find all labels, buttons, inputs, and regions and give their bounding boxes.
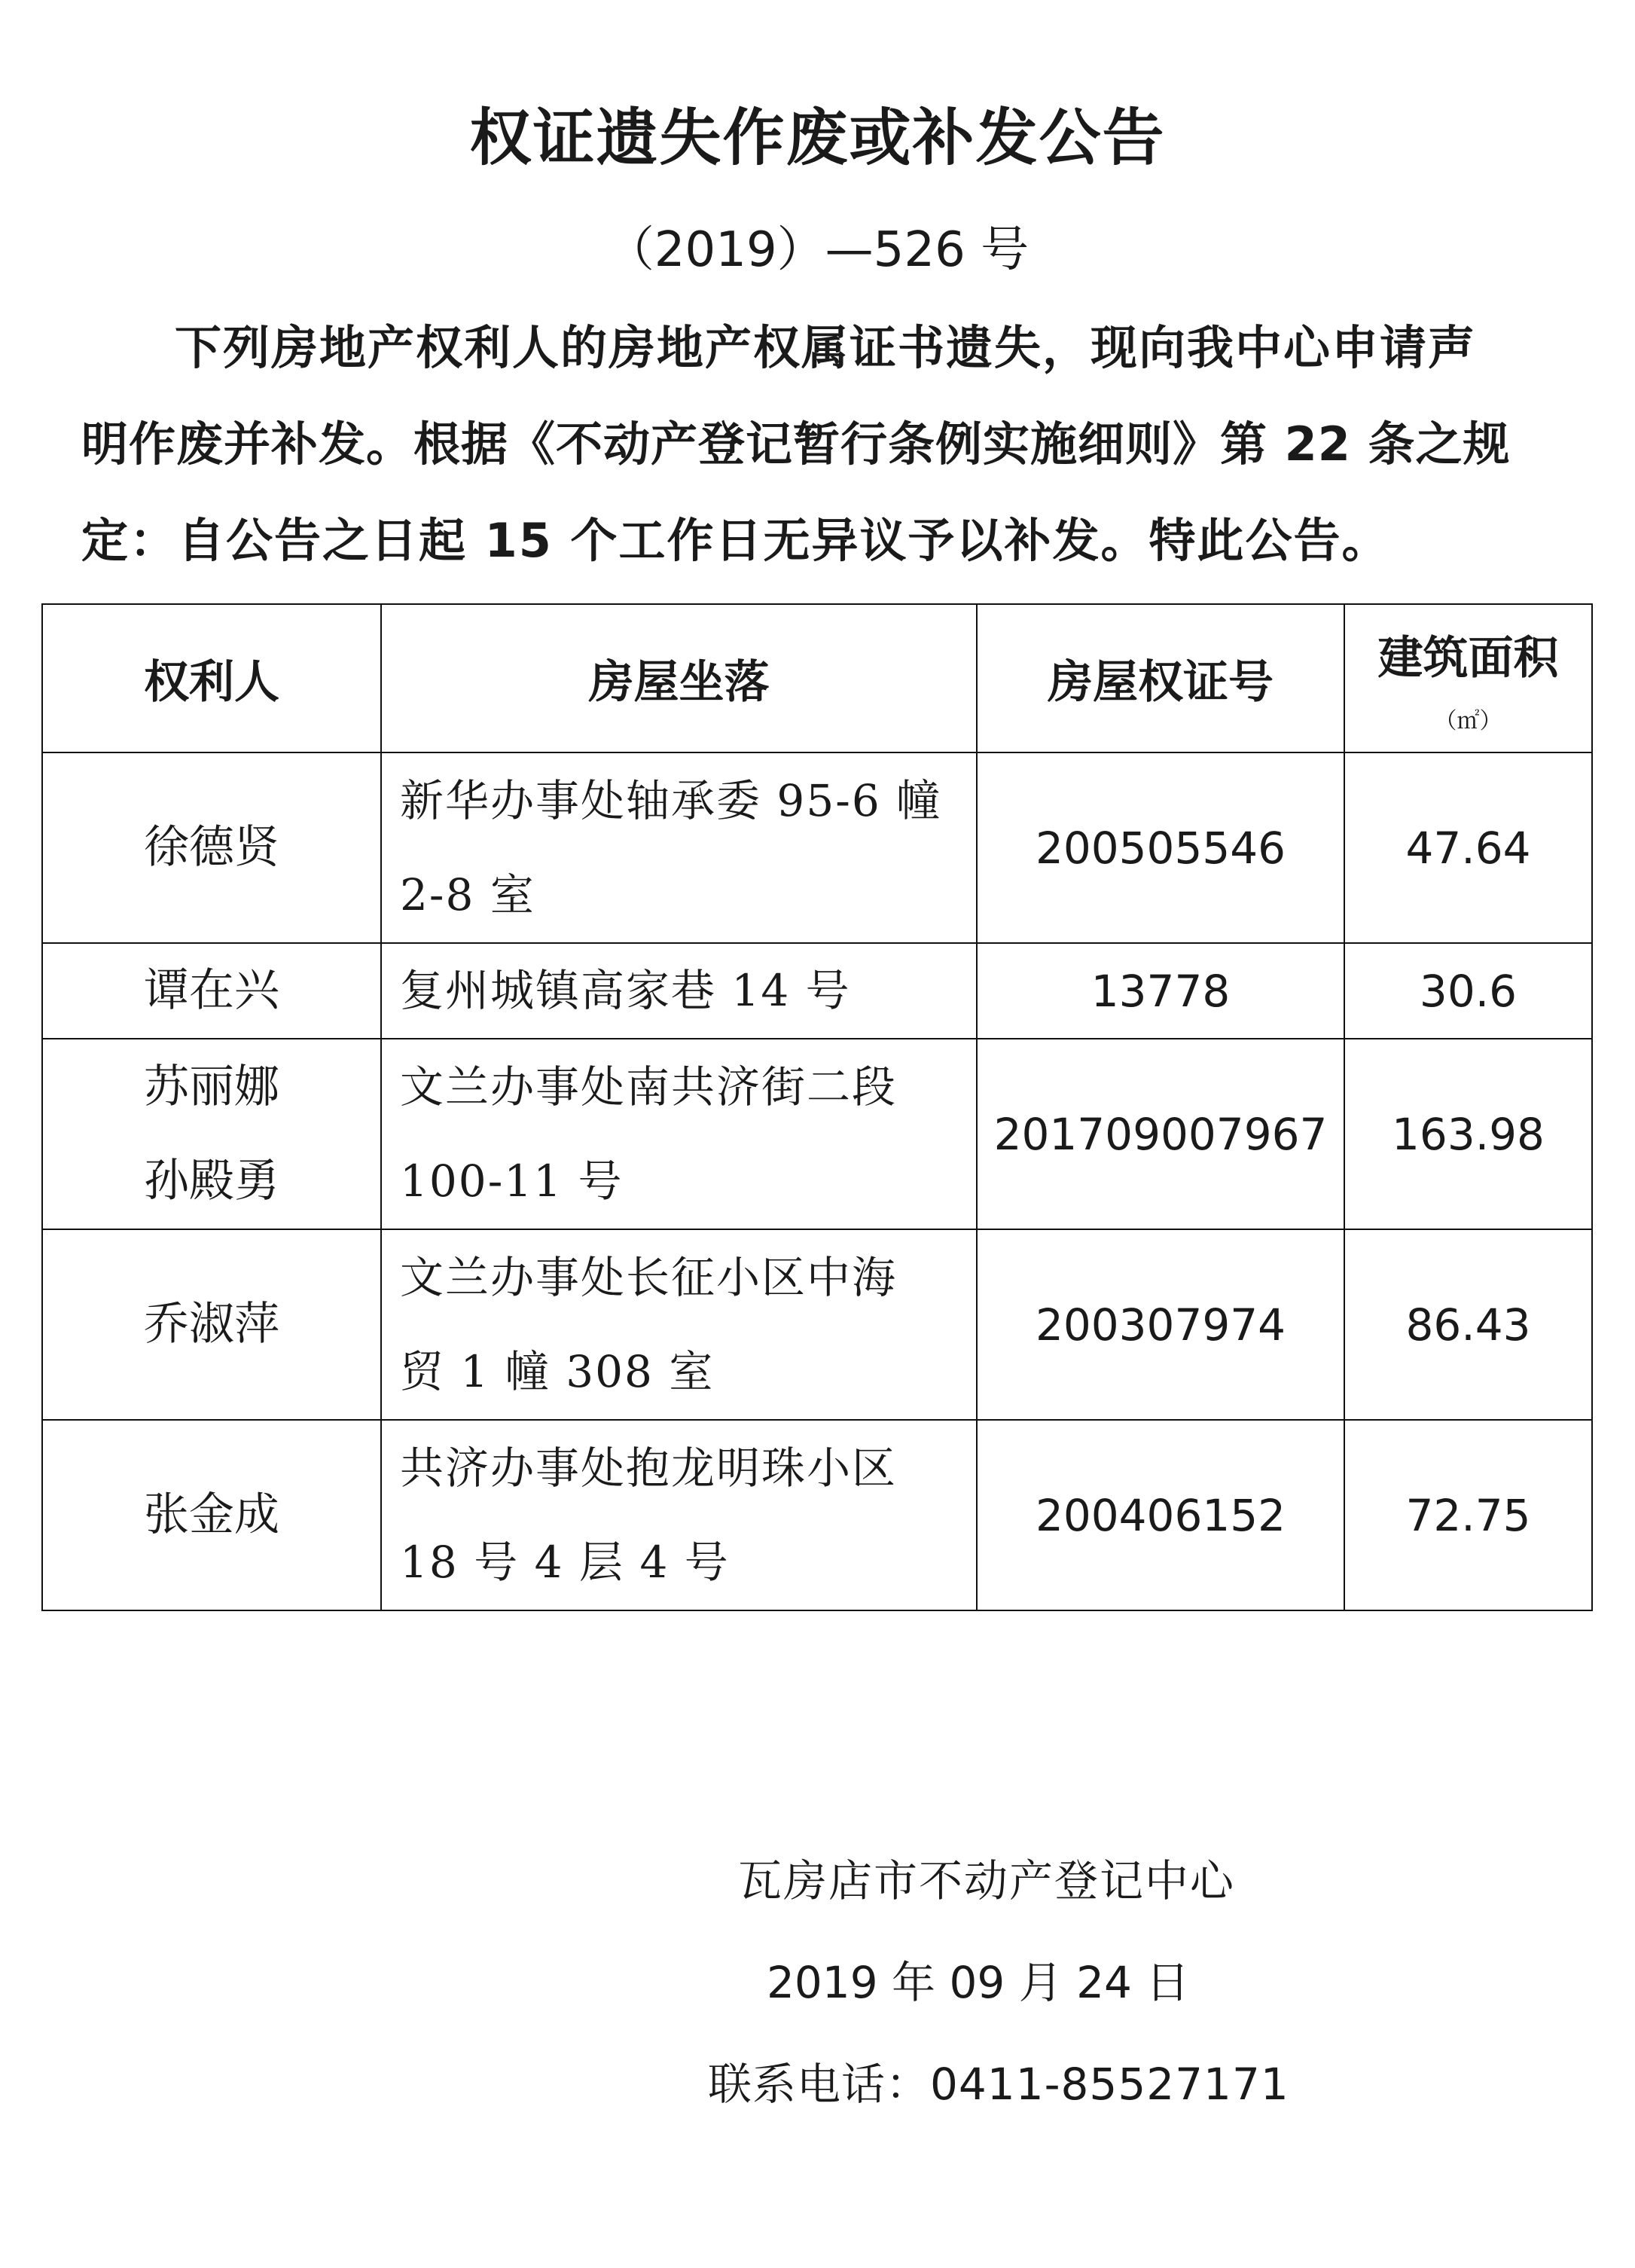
location-line: 18 号 4 层 4 号 — [400, 1536, 730, 1588]
owner-cell — [42, 752, 381, 943]
area-cell: 163.98 — [1344, 1039, 1592, 1229]
certificate-number-cell: 200505546 — [977, 752, 1344, 943]
notice-title: 权证遗失作废或补发公告 — [469, 102, 1166, 174]
location-line: 贸 1 幢 308 室 — [400, 1345, 715, 1397]
location-cell — [381, 1229, 977, 1420]
location-cell — [381, 1039, 977, 1229]
owner-cell — [42, 1420, 381, 1610]
table-row — [42, 1420, 1592, 1610]
table-row — [42, 1039, 1592, 1229]
area-cell: 86.43 — [1344, 1229, 1592, 1420]
table-row — [42, 1229, 1592, 1420]
issuing-organization: 瓦房店市不动产登记中心 — [738, 1855, 1236, 1906]
location-line: 新华办事处轴承委 95-6 幢 — [400, 774, 942, 826]
location-line: 文兰办事处长征小区中海 — [400, 1251, 898, 1303]
notice-paragraph — [81, 300, 1565, 589]
issue-date: 2019 年 09 月 24 日 — [767, 1957, 1190, 2008]
location-line: 共济办事处抱龙明珠小区 — [400, 1442, 898, 1494]
header-location: 房屋坐落 — [381, 604, 977, 752]
certificate-number-cell: 13778 — [977, 943, 1344, 1039]
certificate-number-cell: 201709007967 — [977, 1039, 1344, 1229]
owner-name: 张金成 — [144, 1488, 279, 1541]
location-line: 2-8 室 — [400, 868, 535, 920]
header-area — [1344, 604, 1592, 752]
area-cell: 47.64 — [1344, 752, 1592, 943]
owner-cell — [42, 943, 381, 1039]
table-row — [42, 943, 1592, 1039]
header-area-label: 建筑面积 — [1377, 631, 1559, 685]
owner-name: 乔淑萍 — [144, 1298, 279, 1351]
owner-name: 谭在兴 — [144, 964, 279, 1017]
location-line: 复州城镇高家巷 14 号 — [400, 965, 851, 1016]
certificate-number-cell: 200307974 — [977, 1229, 1344, 1420]
area-cell: 72.75 — [1344, 1420, 1592, 1610]
owner-name: 徐德贤 — [144, 821, 279, 874]
table-row — [42, 752, 1592, 943]
location-cell — [381, 943, 977, 1039]
header-owner: 权利人 — [42, 604, 381, 752]
notice-line: 下列房地产权利人的房地产权属证书遗失，现向我中心申请声 — [175, 320, 1477, 375]
certificate-number-cell: 200406152 — [977, 1420, 1344, 1610]
table-header-row — [42, 604, 1592, 752]
owner-name: 苏丽娜 — [144, 1060, 279, 1113]
owner-cell — [42, 1229, 381, 1420]
location-cell — [381, 752, 977, 943]
notice-line: 定：自公告之日起 15 个工作日无异议予以补发。特此公告。 — [81, 513, 1390, 568]
location-cell — [381, 1420, 977, 1610]
location-line: 100-11 号 — [400, 1155, 624, 1207]
owner-cell — [42, 1039, 381, 1229]
location-line: 文兰办事处南共济街二段 — [400, 1061, 898, 1113]
header-area-unit: （㎡） — [1434, 707, 1502, 734]
header-certificate-number: 房屋权证号 — [977, 604, 1344, 752]
owner-name: 孙殿勇 — [144, 1154, 279, 1207]
area-cell: 30.6 — [1344, 943, 1592, 1039]
lost-certificate-table — [41, 603, 1593, 1611]
document-number: （2019）—526 号 — [605, 222, 1030, 278]
contact-phone: 联系电话：0411-85527171 — [708, 2059, 1289, 2110]
notice-line: 明作废并补发。根据《不动产登记暂行条例实施细则》第 22 条之规 — [81, 417, 1511, 472]
